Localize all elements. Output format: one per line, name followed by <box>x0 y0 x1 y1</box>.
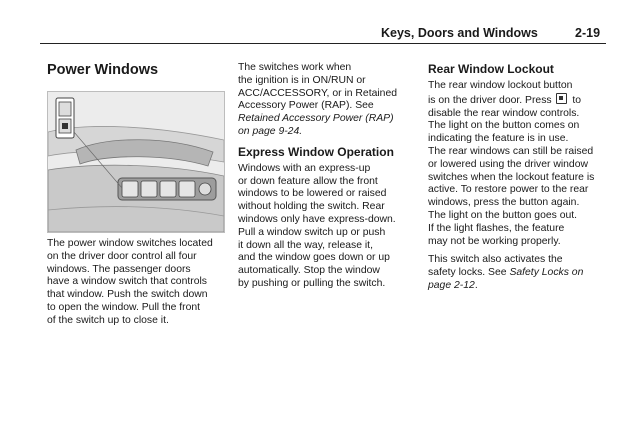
intro-line: The switches work when <box>238 62 352 73</box>
body-line: windows to be lowered or raised <box>238 188 387 200</box>
body-line: windows. The passenger doors <box>47 263 191 275</box>
intro-line: Accessory Power (RAP). See <box>238 100 374 112</box>
body-line: The light on the button goes out. <box>428 209 578 221</box>
body-line: disable the rear window controls. <box>428 107 580 119</box>
body-line: If the light flashes, the feature <box>428 222 565 234</box>
body-line: have a window switch that controls <box>47 276 207 288</box>
body-line: or lowered using the driver window <box>428 158 588 170</box>
power-windows-body <box>47 238 225 328</box>
safety-locks-reference-link[interactable]: page 2-12 <box>428 279 475 291</box>
body-line: to open the window. Pull the front <box>47 301 201 313</box>
body-line: windows, press the button again. <box>428 197 580 209</box>
body-line: that window. Push the switch down <box>47 289 208 301</box>
body-line: or down feature allow the front <box>238 175 378 187</box>
body-line: may not be working properly. <box>428 235 561 247</box>
header-rule <box>40 43 606 44</box>
body-line: Pull a window switch up or push <box>238 226 386 238</box>
body-line: This switch also activates the <box>428 254 563 266</box>
body-line: The light on the button comes on <box>428 120 580 132</box>
body-line: on the driver door control all four <box>47 250 197 262</box>
body-line: and the window goes down or up <box>238 252 390 264</box>
body-line: The rear windows can still be raised <box>428 145 594 157</box>
body-line: indicating the feature is in use. <box>428 133 569 145</box>
body-line: active. To restore power to the rear <box>428 184 589 196</box>
body-line: windows only have express-down. <box>238 213 396 225</box>
body-line-with-icon: is on the driver door. Press to <box>428 94 582 106</box>
body-line-with-ref: page 2-12. <box>428 279 478 291</box>
body-line: automatically. Stop the window <box>238 265 380 277</box>
rap-reference-link[interactable]: Retained Accessory Power (RAP) <box>238 113 394 125</box>
safety-locks-reference-link[interactable]: Safety Locks on <box>509 267 584 279</box>
intro-line: ACC/ACCESSORY, or in Retained <box>238 87 398 99</box>
window-lockout-icon <box>556 93 567 104</box>
column-3 <box>428 62 608 293</box>
body-line: Windows with an express-up <box>238 162 371 174</box>
intro-line: the ignition is in ON/RUN or <box>238 74 366 86</box>
body-line: it down all the way, release it, <box>238 239 373 251</box>
express-window-heading: Express Window Operation <box>238 144 394 159</box>
body-line: switches when the lockout feature is <box>428 171 595 183</box>
body-line-with-ref: safety locks. See Safety Locks on <box>428 267 584 279</box>
power-windows-heading: Power Windows <box>47 62 159 78</box>
section-title: Keys, Doors and Windows <box>381 26 538 40</box>
body-line: by pushing or pulling the switch. <box>238 277 386 289</box>
door-panel-window-switch-illustration <box>48 92 224 232</box>
body-line: The rear window lockout button <box>428 80 573 91</box>
body-line: The power window switches located <box>47 238 213 249</box>
body-line: of the switch up to close it. <box>47 314 169 326</box>
door-panel-figure <box>47 91 225 233</box>
body-line: without holding the switch. Rear <box>238 201 385 213</box>
rear-window-lockout-heading: Rear Window Lockout <box>428 62 554 76</box>
rap-reference-link[interactable]: on page 9-24. <box>238 125 303 137</box>
column-2 <box>238 62 416 291</box>
page-header <box>0 26 638 40</box>
page-number: 2-19 <box>575 26 601 40</box>
